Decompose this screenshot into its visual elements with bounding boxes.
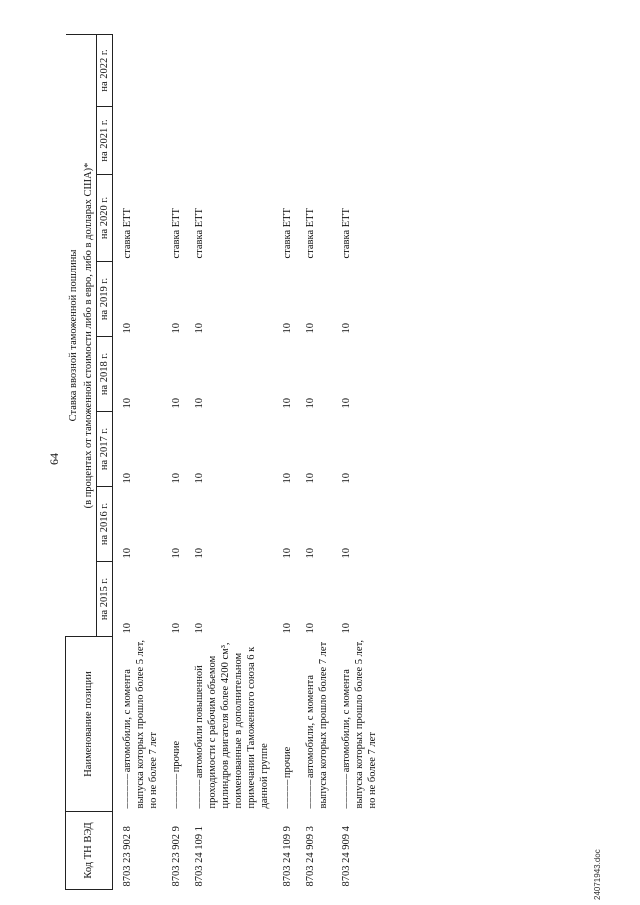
header-year: на 2021 г.: [96, 107, 112, 175]
rate-cell: [332, 34, 387, 106]
rate-cell: 10: [121, 548, 133, 559]
position-name-text: автомобили повышенной проходимости с рабочим объемом цилиндров двигателя более 4200 см³, поименованные в дополнительном примечании Таможенного союза 6 к данной группе: [193, 642, 270, 809]
rate-cell: 10: [281, 623, 293, 634]
rate-cell: [162, 34, 185, 106]
document-filename: 24071943.doc: [593, 849, 602, 900]
customs-duty-table: [65, 34, 387, 890]
table-row: [332, 34, 387, 889]
header-rate-title: Ставка ввозной таможенной пошлины: [66, 34, 81, 636]
rate-cell: 10: [193, 473, 205, 484]
tariff-code: 8703 23 902 8: [121, 826, 133, 887]
rate-cell: 10: [304, 623, 316, 634]
position-name: [162, 637, 185, 812]
table-row: [296, 34, 332, 889]
rate-cell: [185, 107, 273, 175]
table-body: [112, 34, 387, 889]
tariff-code: 8703 24 909 3: [304, 826, 316, 887]
dash-indent: – – – – – –: [340, 774, 352, 809]
rate-cell: [273, 34, 296, 106]
rate-cell: 10: [193, 323, 205, 334]
rate-cell: 10: [304, 473, 316, 484]
rate-cell: ставка ЕТТ: [170, 208, 182, 259]
header-code: Код ТН ВЭД: [66, 812, 113, 890]
rate-cell: 10: [304, 398, 316, 409]
header-year: на 2022 г.: [96, 34, 112, 106]
tariff-code: 8703 24 109 1: [193, 826, 205, 887]
position-name-text: автомобили, с момента выпуска которых прошло более 5 лет, но не более 7 лет: [121, 640, 159, 809]
rate-cell: 10: [121, 323, 133, 334]
rate-cell: 10: [340, 473, 352, 484]
rate-cell: 10: [340, 548, 352, 559]
position-name: [185, 637, 273, 812]
rate-cell: [296, 107, 332, 175]
rate-cell: [296, 34, 332, 106]
rate-cell: [112, 107, 162, 175]
rate-cell: 10: [193, 548, 205, 559]
rate-cell: [185, 34, 273, 106]
dash-indent: – – – – – –: [170, 774, 182, 809]
position-name: [273, 637, 296, 812]
rate-cell: ставка ЕТТ: [193, 208, 205, 259]
rate-cell: 10: [170, 548, 182, 559]
position-name-text: прочие: [281, 746, 293, 779]
rate-cell: ставка ЕТТ: [281, 208, 293, 259]
rate-cell: ставка ЕТТ: [304, 208, 316, 259]
position-name-text: прочие: [170, 740, 182, 773]
header-year: на 2018 г.: [96, 337, 112, 412]
rate-cell: 10: [281, 473, 293, 484]
header-year: на 2019 г.: [96, 262, 112, 337]
position-name: [332, 637, 387, 812]
header-year: на 2017 г.: [96, 412, 112, 487]
rate-cell: [162, 107, 185, 175]
rate-cell: [332, 107, 387, 175]
rate-cell: 10: [170, 623, 182, 634]
position-name-text: автомобили, с момента выпуска которых прошло более 5 лет, но не более 7 лет: [340, 640, 378, 809]
position-name: [112, 637, 162, 812]
table-row: [162, 34, 185, 889]
rate-cell: 10: [193, 623, 205, 634]
table-row: [273, 34, 296, 889]
tariff-code: 8703 24 909 4: [340, 826, 352, 887]
header-rate-subtitle: (в процентах от таможенной стоимости либо в евро, либо в долларах США)*: [81, 34, 97, 636]
header-year: на 2016 г.: [96, 487, 112, 562]
page-number: 64: [47, 453, 61, 465]
rate-cell: 10: [281, 398, 293, 409]
rate-cell: 10: [281, 323, 293, 334]
rate-cell: 10: [170, 323, 182, 334]
rate-cell: ставка ЕТТ: [340, 208, 352, 259]
dash-indent: – – – – –: [193, 780, 205, 809]
rate-cell: 10: [340, 323, 352, 334]
rate-cell: [112, 34, 162, 106]
rate-cell: 10: [304, 323, 316, 334]
rate-cell: 10: [340, 398, 352, 409]
table-row: [112, 34, 162, 889]
dash-indent: – – – – –: [281, 780, 293, 809]
dash-indent: – – – – –: [304, 780, 316, 809]
position-name: [296, 637, 332, 812]
rate-cell: 10: [193, 398, 205, 409]
tariff-code: 8703 23 902 9: [170, 826, 182, 887]
tariff-code: 8703 24 109 9: [281, 826, 293, 887]
rate-cell: 10: [304, 548, 316, 559]
rate-cell: 10: [340, 623, 352, 634]
dash-indent: – – – – – –: [121, 774, 133, 809]
header-year: на 2020 г.: [96, 175, 112, 262]
rate-cell: 10: [121, 473, 133, 484]
rate-cell: 10: [170, 473, 182, 484]
rate-cell: 10: [121, 623, 133, 634]
rate-cell: 10: [121, 398, 133, 409]
table-row: [185, 34, 273, 889]
position-name-text: автомобили, с момента выпуска которых прошло более 7 лет: [304, 641, 329, 809]
rate-cell: 10: [281, 548, 293, 559]
rate-cell: ставка ЕТТ: [121, 208, 133, 259]
header-year: на 2015 г.: [96, 562, 112, 637]
rate-cell: 10: [170, 398, 182, 409]
header-name: Наименование позиции: [66, 637, 113, 812]
rate-cell: [273, 107, 296, 175]
